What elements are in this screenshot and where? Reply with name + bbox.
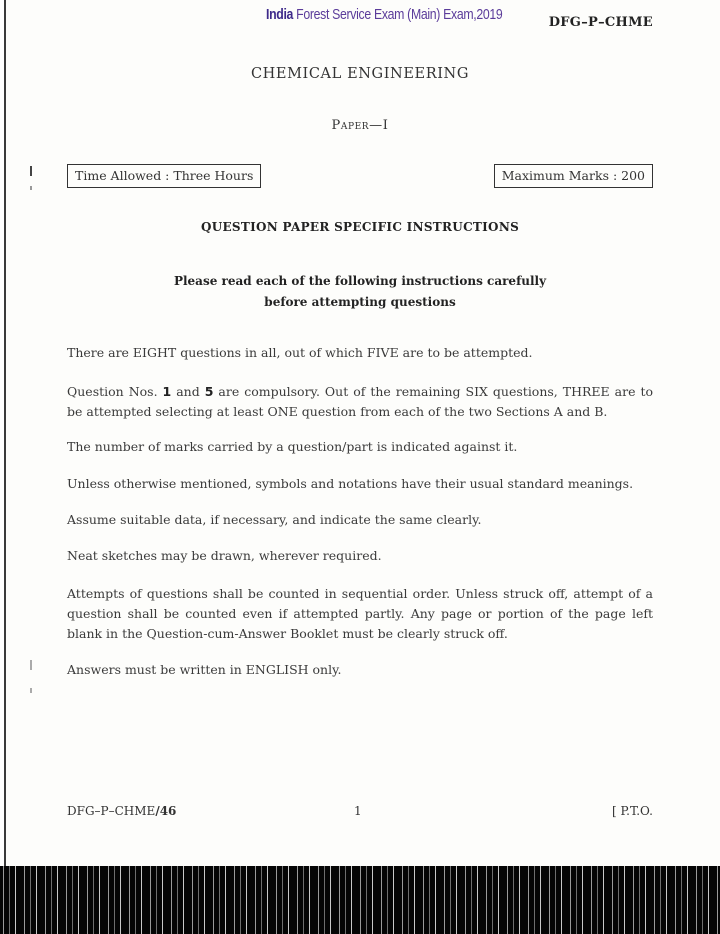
scan-mark <box>30 166 32 176</box>
instruction-6: Neat sketches may be drawn, wherever required. <box>67 548 382 563</box>
instruction-2-text-e: are compulsory. Out of the remaining SIX questions, THREE are to be attempted selecting at least ONE question from each of the two Sections A and B. <box>67 384 653 419</box>
scan-mark <box>30 688 32 693</box>
footer-code-suffix: /46 <box>155 804 177 818</box>
footer-code-prefix: DFG–P–CHME <box>67 804 156 818</box>
instruction-2-q1: 1 <box>162 384 172 399</box>
footer-paper-code <box>67 804 176 818</box>
scanner-edge <box>0 866 720 934</box>
time-allowed-box: Time Allowed : Three Hours <box>67 164 261 188</box>
instructions-heading: QUESTION PAPER SPECIFIC INSTRUCTIONS <box>200 220 520 234</box>
instruction-2-text-c: and <box>171 384 205 399</box>
instruction-2 <box>67 382 653 422</box>
instruction-4: Unless otherwise mentioned, symbols and notations have their usual standard meanings. <box>67 476 634 491</box>
page-number: 1 <box>354 804 362 818</box>
instruction-5: Assume suitable data, if necessary, and indicate the same clearly. <box>67 512 482 527</box>
instruction-7: Attempts of questions shall be counted in sequential order. Unless struck off, attempt of a question shall be counted even if attempted partly. Any page or portion of the page left blank in the Question-cum-Answer Booklet must be clearly struck off. <box>67 586 653 641</box>
read-instructions-heading <box>0 271 720 313</box>
maximum-marks-box: Maximum Marks : 200 <box>494 164 653 188</box>
instruction-2-q5: 5 <box>204 384 214 399</box>
instruction-1: There are EIGHT questions in all, out of which FIVE are to be attempted. <box>67 345 533 360</box>
instruction-2-text-a: Question Nos. <box>67 384 163 399</box>
pto-label: [ P.T.O. <box>612 804 653 818</box>
read-line-1: Please read each of the following instructions carefully <box>173 274 547 288</box>
paper-title: Paper—I <box>331 118 389 133</box>
subject-title: CHEMICAL ENGINEERING <box>250 66 470 82</box>
instruction-8: Answers must be written in ENGLISH only. <box>67 662 342 677</box>
watermark-brand: India <box>266 6 294 23</box>
read-line-2: before attempting questions <box>264 295 456 309</box>
scan-mark <box>30 186 32 190</box>
instruction-3: The number of marks carried by a question/part is indicated against it. <box>67 439 518 454</box>
scan-mark <box>30 660 32 670</box>
paper-code: DFG–P–CHME <box>548 15 653 30</box>
watermark-text: Forest Service Exam (Main) Exam,2019 <box>296 6 503 23</box>
watermark <box>266 6 502 23</box>
